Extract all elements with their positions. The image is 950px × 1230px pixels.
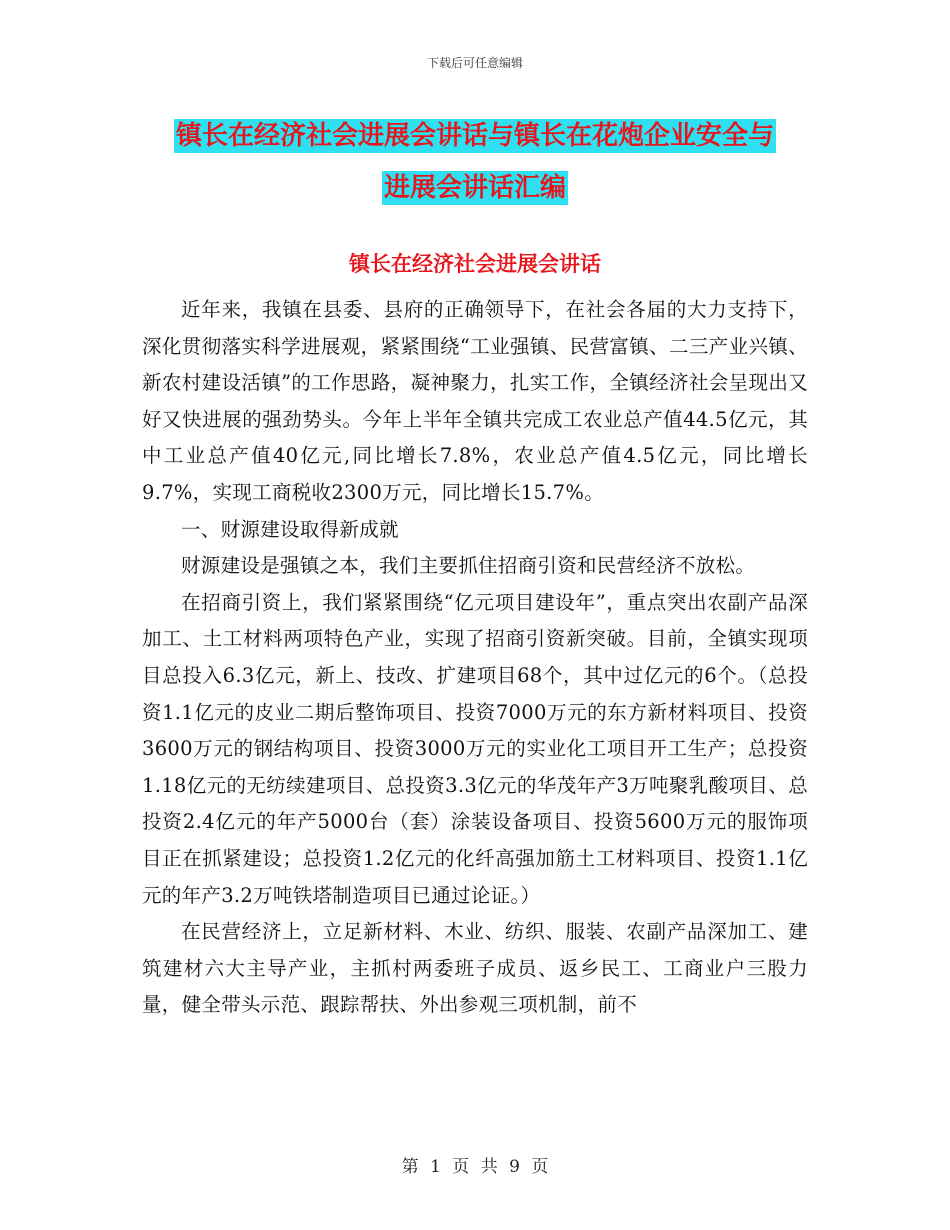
paragraph-investment: 在招商引资上，我们紧紧围绕“亿元项目建设年”，重点突出农副产品深加工、土工材料两项特色产业，实现了招商引资新突破。目前，全镇实现项目总投入6.3亿元，新上、技改、扩建项目68个，其中过亿元的6个。（总投资1.1亿元的皮业二期后整饰项目、投资7000万元的东方新材料项目、投资3600万元的钢结构项目、投资3000万元的实业化工项目开工生产；总投资1.18亿元的无纺续建项目、总投资3.3亿元的华茂年产3万吨聚乳酸项目、总投资2.4亿元的年产5000台（套）涂装设备项目、投资5600万元的服饰项目正在抓紧建设；总投资1.2亿元的化纤高强加筋土工材料项目、投资1.1亿元的年产3.2万吨铁塔制造项目已通过论证。） (142, 590, 808, 907)
header-note: 下载后可任意编辑 (426, 56, 523, 70)
document-title-line2: 进展会讲话汇编 (383, 173, 566, 203)
paragraph-financial: 财源建设是强镇之本，我们主要抓住招商引资和民营经济不放松。 (181, 554, 756, 578)
document-title-line1: 镇长在经济社会进展会讲话与镇长在花炮企业安全与 (175, 121, 774, 151)
paragraph-intro: 近年来，我镇在县委、县府的正确领导下，在社会各届的大力支持下，深化贯彻落实科学进展观，紧紧围绕“工业强镇、民营富镇、二三产业兴镇、新农村建设活镇”的工作思路，凝神聚力，扎实工作，全镇经济社会呈现出又好又快进展的强劲势头。今年上半年全镇共完成工农业总产值44.5亿元，其中工业总产值40亿元,同比增长7.8%，农业总产值4.5亿元，同比增长9.7%，实现工商税收2300万元，同比增长15.7%。 (142, 298, 808, 504)
paragraph-heading-1: 一、财源建设取得新成就 (181, 517, 399, 541)
page-number: 第 1 页 共 9 页 (401, 1157, 549, 1177)
body-text (142, 292, 808, 1024)
document-title (140, 110, 810, 214)
paragraph-private-economy: 在民营经济上，立足新材料、木业、纺织、服装、农副产品深加工、建筑建材六大主导产业，主抓村两委班子成员、返乡民工、工商业户三股力量，健全带头示范、跟踪帮扶、外出参观三项机制，前不 (142, 920, 808, 1017)
section-title: 镇长在经济社会进展会讲话 (349, 252, 601, 276)
